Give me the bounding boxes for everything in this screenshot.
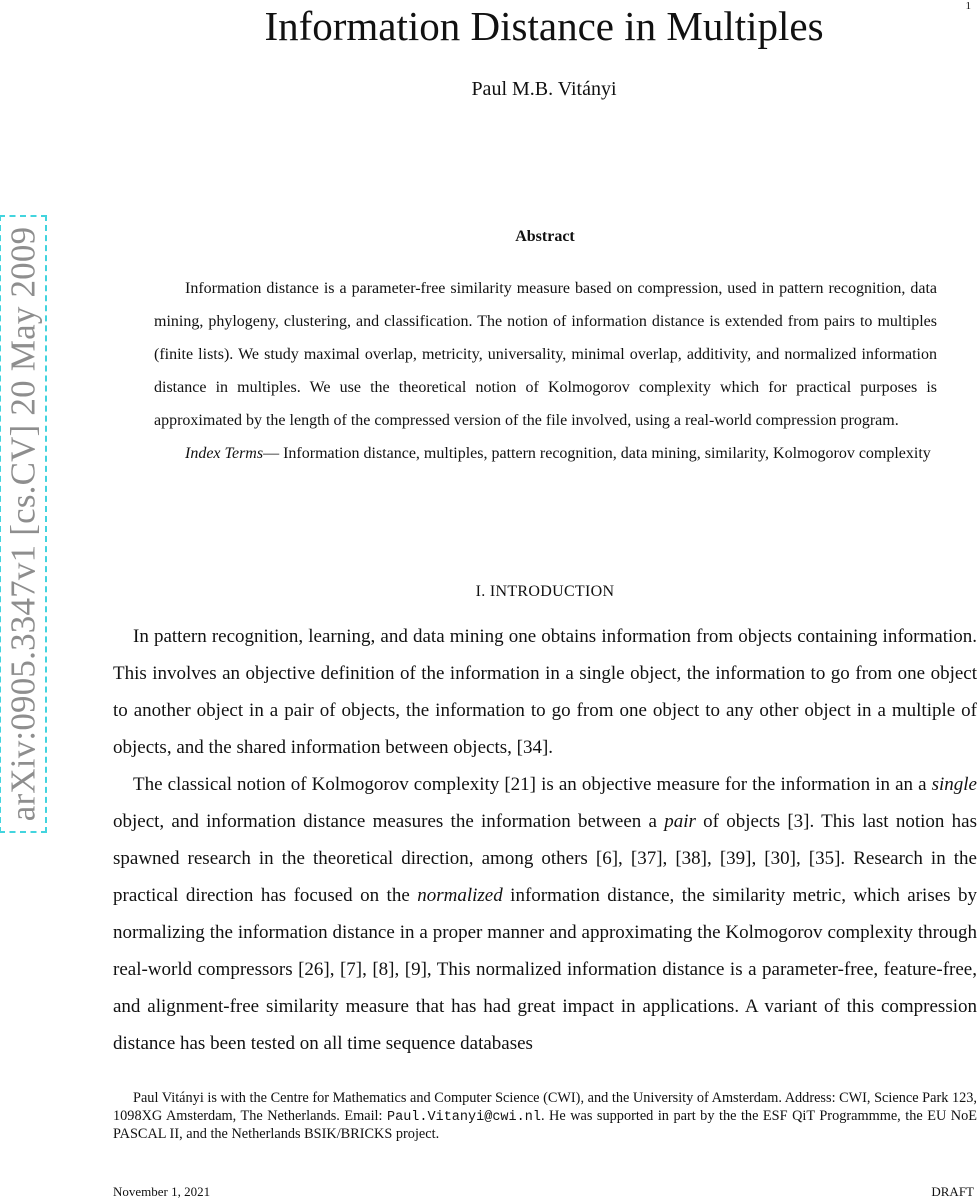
section-title-initial: I bbox=[489, 583, 496, 600]
footnote-part-2: . He was supported in part by the the ESF QiT Programmme, the EU NoE PASCAL II, and the Netherlands BSIK/BRICKS project. bbox=[113, 1107, 977, 1142]
paragraph-2 bbox=[113, 766, 977, 1062]
abstract-body bbox=[154, 272, 937, 470]
footer-date: November 1, 2021 bbox=[113, 1184, 211, 1199]
abstract-heading: Abstract bbox=[515, 228, 575, 245]
paper-title: Information Distance in Multiples bbox=[264, 3, 824, 49]
section-number: I. bbox=[475, 583, 490, 600]
author-name: Paul M.B. Vitányi bbox=[471, 78, 617, 100]
section-title-rest: NTRODUCTION bbox=[495, 583, 615, 600]
arxiv-stamp[interactable] bbox=[0, 215, 47, 833]
emphasis-single: single bbox=[931, 774, 977, 795]
author-email-link[interactable]: Paul.Vitanyi@cwi.nl bbox=[387, 1109, 541, 1125]
introduction-body bbox=[113, 618, 977, 1062]
index-terms-label: Index Terms bbox=[185, 445, 264, 462]
abstract-text: Information distance is a parameter-free similarity measure based on compression, used in pattern recognition, data mining, phylogeny, clustering, and classification. The notion of information distance is extended from pairs to multiples (finite lists). We study maximal overlap, metricity, universality, minimal overlap, additivity, and normalized information distance in multiples. We use the theoretical notion of Kolmogorov complexity which for practical purposes is approximated by the length of the compressed version of the file involved, using a real-world compression program. bbox=[154, 280, 937, 429]
footnote-part-1: Paul Vitányi is with the Centre for Mathematics and Computer Science (CWI), and the University of Amsterdam. Address: CWI, Science Park 123, 1098XG Amsterdam, The Netherlands. Email: bbox=[113, 1090, 977, 1124]
emphasis-normalized: normalized bbox=[417, 885, 503, 906]
index-terms-dash: — bbox=[263, 445, 284, 462]
index-terms-text: Information distance, multiples, pattern recognition, data mining, similarity, Kolmogorov complexity bbox=[283, 445, 931, 462]
paragraph-1: In pattern recognition, learning, and data mining one obtains information from objects containing information. This involves an objective definition of the information in a single object, the information to go from one object to another object in a pair of objects, the information to go from one object to any other object in a multiple of objects, and the shared information between objects, [34]. bbox=[113, 626, 977, 758]
paragraph-2-part-3: of objects [3]. This last notion has spawned research in the theoretical direction, among others [6], [37], [38], [39], [30], [35]. Research in the practical direction has focused on the bbox=[113, 811, 977, 906]
arxiv-identifier: arXiv:0905.3347v1 [cs.CV] 20 May 2009 bbox=[3, 226, 42, 822]
paragraph-2-part-1: The classical notion of Kolmogorov complexity [21] is an objective measure for the information in an a bbox=[133, 774, 932, 795]
page-number: 1 bbox=[965, 0, 971, 12]
affiliation-footnote bbox=[113, 1090, 977, 1144]
footer-status: DRAFT bbox=[931, 1184, 974, 1199]
paragraph-2-part-4: information distance, the similarity metric, which arises by normalizing the information distance in a proper manner and approximating the Kolmogorov complexity through real-world compressors [26], [7], [8], [9], This normalized information distance is a parameter-free, feature-free, and alignment-free similarity measure that has had great impact in applications. A variant of this compression distance has been tested on all time sequence databases bbox=[113, 885, 977, 1054]
index-terms bbox=[154, 437, 937, 470]
section-heading-introduction bbox=[0, 580, 978, 604]
emphasis-pair: pair bbox=[664, 811, 696, 832]
footnote-text bbox=[113, 1090, 977, 1144]
paragraph-2-part-2: object, and information distance measures the information between a bbox=[113, 811, 665, 832]
